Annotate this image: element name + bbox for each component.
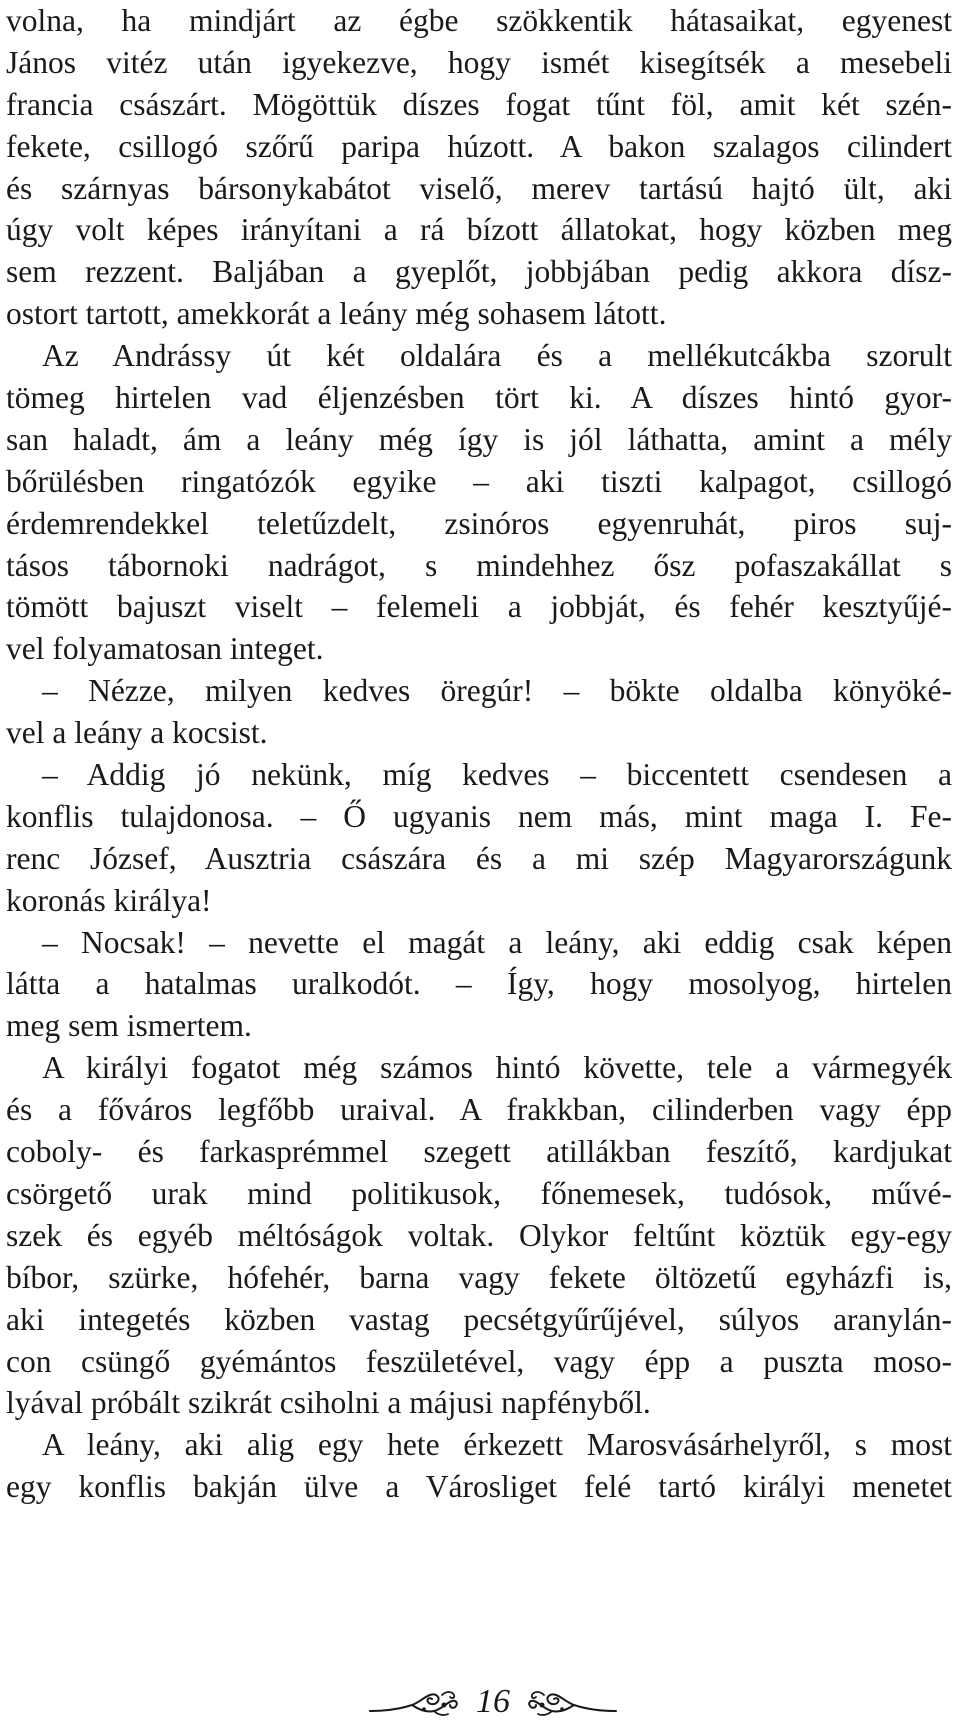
text-line: egy konflis bakján ülve a Városliget felé tartó királyi menetet (6, 1469, 952, 1505)
text-line: bíbor, szürke, hófehér, barna vagy fekete öltözetű egyházfi is, (6, 1259, 952, 1295)
text-line: fekete, csillogó szőrű paripa húzott. A bakon szalagos cilindert (6, 128, 952, 164)
text-line: – Nocsak! – nevette el magát a leány, aki eddig csak képen (42, 924, 952, 960)
text-line: Az Andrássy út két oldalára és a mellékutcákba szorult (42, 338, 952, 374)
page-number: 16 (476, 1683, 510, 1720)
text-line: meg sem ismertem. (6, 1008, 252, 1044)
text-line: volna, ha mindjárt az égbe szökkentik hátasaikat, egyenest (6, 3, 952, 38)
text-line: – Nézze, milyen kedves öregúr! – bökte oldalba könyöké- (42, 673, 952, 709)
page-footer (0, 1683, 960, 1721)
flourish-left-icon (368, 1687, 460, 1719)
text-line: lyával próbált szikrát csiholni a májusi napfényből. (6, 1385, 651, 1421)
text-line: János vitéz után igyekezve, hogy ismét kisegítsék a mesebeli (6, 44, 952, 80)
text-line: konflis tulajdonosa. – Ő ugyanis nem más, mint maga I. Fe- (6, 798, 952, 834)
text-line: san haladt, ám a leány még így is jól láthatta, amint a mély (6, 421, 952, 457)
flourish-right-icon (526, 1687, 618, 1719)
text-line: tömeg hirtelen vad éljenzésben tört ki. A díszes hintó gyor- (6, 380, 952, 416)
text-line: úgy volt képes irányítani a rá bízott állatokat, hogy közben meg (6, 212, 952, 248)
text-line: – Addig jó nekünk, míg kedves – biccentett csendesen a (42, 757, 952, 793)
text-line: A leány, aki alig egy hete érkezett Marosvásárhelyről, s most (42, 1427, 952, 1463)
body-text (6, 0, 952, 1508)
text-line: vel folyamatosan integet. (6, 631, 324, 667)
text-line: aki integetés közben vastag pecsétgyűrűjével, súlyos aranylán- (6, 1301, 952, 1337)
text-line: francia császárt. Mögöttük díszes fogat tűnt föl, amit két szén- (6, 86, 952, 122)
text-line: koronás királya! (6, 882, 212, 918)
text-line: renc József, Ausztria császára és a mi szép Magyarországunk (6, 840, 952, 876)
text-line: tömött bajuszt viselt – felemeli a jobbját, és fehér kesztyűjé- (6, 589, 952, 625)
text-line: tásos tábornoki nadrágot, s mindehhez ősz pofaszakállat s (6, 547, 952, 583)
text-line: vel a leány a kocsist. (6, 715, 268, 751)
text-line: és a főváros legfőbb uraival. A frakkban, cilinderben vagy épp (6, 1092, 952, 1128)
text-line: szek és egyéb méltóságok voltak. Olykor feltűnt köztük egy-egy (6, 1217, 952, 1253)
text-line: csörgető urak mind politikusok, főnemesek, tudósok, művé- (6, 1175, 952, 1211)
text-line: és szárnyas bársonykabátot viselő, merev tartású hajtó ült, aki (6, 170, 952, 206)
text-line: coboly- és farkasprémmel szegett atillákban feszítő, kardjukat (6, 1134, 952, 1170)
text-line: érdemrendekkel teletűzdelt, zsinóros egyenruhát, piros suj- (6, 505, 952, 541)
text-line: A királyi fogatot még számos hintó követte, tele a vármegyék (42, 1050, 952, 1086)
text-line: bőrülésben ringatózók egyike – aki tiszti kalpagot, csillogó (6, 463, 952, 499)
text-line: ostort tartott, amekkorát a leány még sohasem látott. (6, 296, 667, 332)
text-line: con csüngő gyémántos feszületével, vagy épp a puszta moso- (6, 1343, 952, 1379)
text-line: sem rezzent. Baljában a gyeplőt, jobbjában pedig akkora dísz- (6, 254, 952, 290)
text-line: látta a hatalmas uralkodót. – Így, hogy mosolyog, hirtelen (6, 966, 952, 1002)
